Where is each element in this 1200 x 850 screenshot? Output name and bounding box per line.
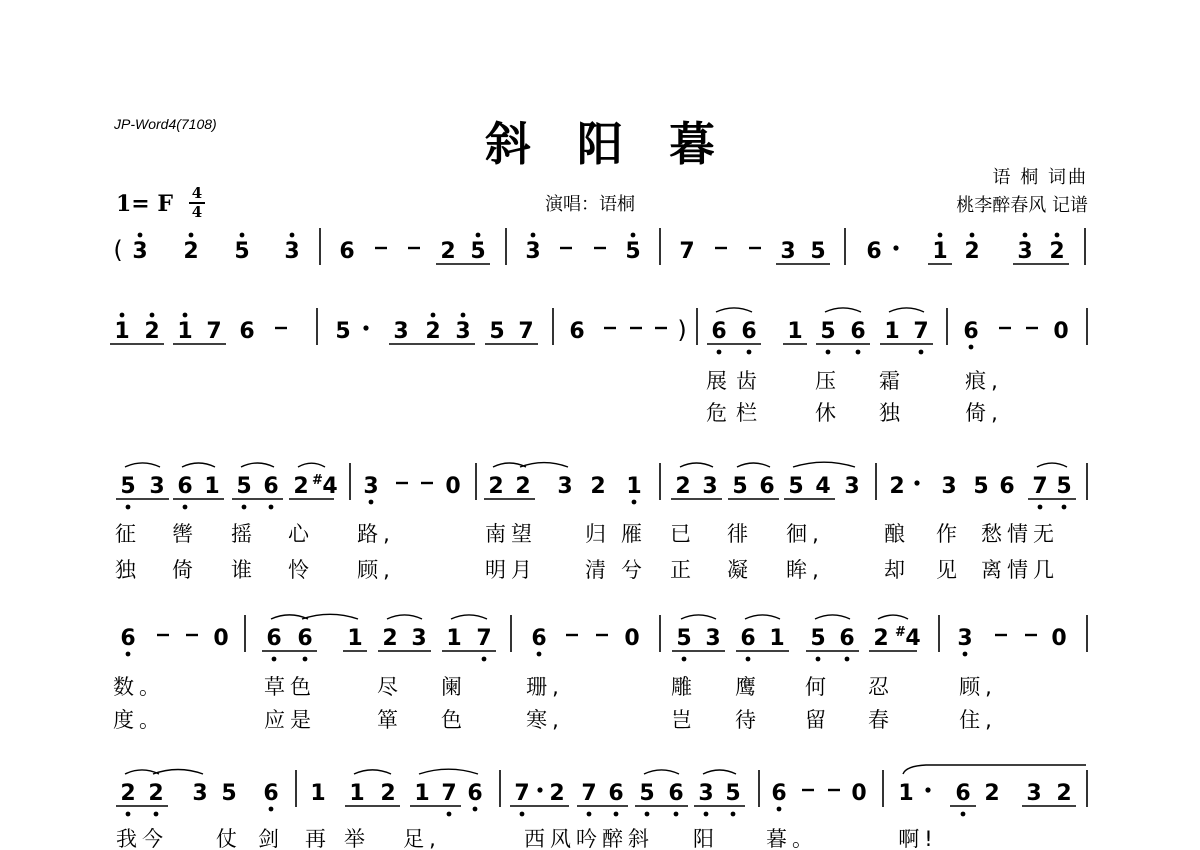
lyric-text: 霜 [879, 369, 905, 393]
tie-slur [153, 770, 203, 775]
note: 4 [815, 474, 831, 499]
note: 2 [590, 474, 606, 499]
lyric-text: 栏 [736, 401, 762, 425]
tie-slur [878, 615, 908, 619]
time-signature-bottom: 4 [191, 203, 203, 221]
note: 5 [234, 239, 250, 264]
note: 6 [741, 319, 757, 344]
note: 2 [984, 781, 1000, 806]
note: 0 [213, 626, 229, 651]
octave-dot-low [1038, 505, 1043, 510]
lyric-text: 南望 [485, 522, 537, 546]
octave-dot-high [138, 233, 143, 238]
note: 1 [310, 781, 326, 806]
note: 5 [470, 239, 486, 264]
lyric-text: 尽 [377, 675, 403, 699]
note: 6 [467, 781, 483, 806]
lyric-text: 待 [735, 708, 761, 732]
note: 5 [120, 474, 136, 499]
octave-dot-high [970, 233, 975, 238]
note: 6 [839, 626, 855, 651]
lyric-text: 展 [706, 369, 732, 393]
octave-dot-low [746, 657, 751, 662]
octave-dot-high [183, 313, 188, 318]
note: 1 [204, 474, 220, 499]
lyric-text: 倚 [172, 558, 198, 582]
note: 7 [518, 319, 534, 344]
lyric-text: 再 [305, 827, 331, 850]
tie-slur [520, 463, 568, 467]
octave-dot-high [938, 233, 943, 238]
lyric-text: 离情几 [981, 558, 1059, 582]
note: 7 [581, 781, 597, 806]
lyric-text: 齿 [736, 369, 762, 393]
note: 6 [339, 239, 355, 264]
octave-dot-low [269, 807, 274, 812]
octave-dot-low [447, 812, 452, 817]
lyric-text: 倚, [965, 401, 1003, 425]
octave-dot-low [126, 505, 131, 510]
lyric-text: 忍 [868, 675, 894, 699]
note: 5 [810, 239, 826, 264]
octave-dot-low [645, 812, 650, 817]
tie-slur [182, 463, 215, 467]
note: 2 [889, 474, 905, 499]
note: 5 [489, 319, 505, 344]
octave-dot-low [826, 350, 831, 355]
note: 5 [810, 626, 826, 651]
tie-slur [125, 463, 160, 467]
tie-slur [681, 615, 716, 619]
note: 6 [569, 319, 585, 344]
octave-dot-low [963, 652, 968, 657]
octave-dot-low [126, 812, 131, 817]
lyric-text: 路, [357, 522, 395, 546]
octave-dot-low [614, 812, 619, 817]
octave-dot-high [461, 313, 466, 318]
lyric-text: 归 [585, 522, 611, 546]
note: 2 [488, 474, 504, 499]
tie-slur [680, 463, 713, 467]
octave-dot-low [682, 657, 687, 662]
augmentation-dot [537, 787, 542, 792]
octave-dot-high [531, 233, 536, 238]
lyric-text: 正 [670, 558, 696, 582]
note: 2 [1056, 781, 1072, 806]
note: 0 [445, 474, 461, 499]
note: 3 [393, 319, 409, 344]
note: 6 [759, 474, 775, 499]
singer-credit: 演唱：语桐 [545, 194, 635, 215]
note: 7 [206, 319, 222, 344]
note: 6 [711, 319, 727, 344]
augmentation-dot [363, 325, 368, 330]
tie-slur [1037, 463, 1067, 467]
note: 7 [1032, 474, 1048, 499]
lyric-text: 心 [288, 522, 314, 546]
note: 1 [347, 626, 363, 651]
note: 5 [236, 474, 252, 499]
lyric-text: 明月 [485, 558, 537, 582]
tie-slur [825, 308, 861, 312]
lyric-text: 兮 [621, 558, 647, 582]
lyric-text: 色 [441, 708, 467, 732]
tie-slur [241, 463, 274, 467]
note: 1 [446, 626, 462, 651]
lyric-text: 珊, [526, 675, 564, 699]
lyric-text: 住, [959, 708, 997, 732]
note: 7 [514, 781, 530, 806]
note: 2 [964, 239, 980, 264]
octave-dot-low [482, 657, 487, 662]
tie-slur [644, 770, 679, 774]
tie-slur [716, 308, 752, 312]
lyric-text: 剑 [258, 827, 284, 850]
note: 0 [624, 626, 640, 651]
note: 5 [788, 474, 804, 499]
note: 2 [440, 239, 456, 264]
octave-dot-high [290, 233, 295, 238]
note: 2 [293, 474, 309, 499]
note: 3 [780, 239, 796, 264]
note: 4 [905, 626, 921, 651]
sharp-sign: # [895, 625, 906, 640]
note: 0 [1051, 626, 1067, 651]
parenthesis: ( [113, 236, 123, 264]
tie-slur [793, 462, 855, 467]
note: 1 [349, 781, 365, 806]
note: 6 [668, 781, 684, 806]
note: 6 [963, 319, 979, 344]
note: 3 [149, 474, 165, 499]
note: 4 [322, 474, 338, 499]
lyric-text: 仗 [216, 827, 242, 850]
note: 3 [698, 781, 714, 806]
tie-slur [302, 614, 358, 619]
note: 3 [844, 474, 860, 499]
lyric-text: 鹰 [735, 675, 761, 699]
octave-dot-low [369, 500, 374, 505]
note: 7 [441, 781, 457, 806]
octave-dot-low [777, 807, 782, 812]
octave-dot-low [1062, 505, 1067, 510]
tie-slur [419, 769, 478, 774]
note: 5 [676, 626, 692, 651]
octave-dot-low [704, 812, 709, 817]
tie-slur [298, 463, 325, 467]
note: 5 [221, 781, 237, 806]
lyric-text: 谁 [231, 558, 257, 582]
note: 3 [1017, 239, 1033, 264]
octave-dot-high [240, 233, 245, 238]
lyric-text: 休 [815, 401, 841, 425]
lyric-text: 岂 [671, 708, 697, 732]
octave-dot-low [154, 812, 159, 817]
lyric-text: 眸, [786, 558, 824, 582]
note: 6 [239, 319, 255, 344]
tie-slur [737, 463, 770, 467]
note: 2 [183, 239, 199, 264]
note: 3 [702, 474, 718, 499]
note: 5 [725, 781, 741, 806]
note: 6 [608, 781, 624, 806]
augmentation-dot [914, 480, 919, 485]
lyric-text: 辔 [172, 522, 198, 546]
lyric-text: 摇 [231, 522, 257, 546]
note: 3 [1026, 781, 1042, 806]
note: 6 [999, 474, 1015, 499]
tie-slur [815, 615, 850, 619]
note: 6 [297, 626, 313, 651]
note: 3 [957, 626, 973, 651]
lyric-text: 凝 [727, 558, 753, 582]
octave-dot-high [476, 233, 481, 238]
octave-dot-low [845, 657, 850, 662]
lyric-text: 数。 [113, 675, 165, 699]
note: 5 [625, 239, 641, 264]
note: 7 [913, 319, 929, 344]
octave-dot-low [969, 345, 974, 350]
note: 1 [114, 319, 130, 344]
lyric-text: 暮。 [766, 827, 818, 850]
octave-dot-low [183, 505, 188, 510]
octave-dot-high [631, 233, 636, 238]
note: 0 [851, 781, 867, 806]
octave-dot-low [919, 350, 924, 355]
note: 6 [177, 474, 193, 499]
octave-dot-low [473, 807, 478, 812]
note: 1 [769, 626, 785, 651]
lyric-text: 留 [805, 708, 831, 732]
note: 5 [335, 319, 351, 344]
note: 7 [476, 626, 492, 651]
tie-slur [889, 308, 924, 312]
octave-dot-low [587, 812, 592, 817]
note: 7 [679, 239, 695, 264]
lyric-text: 徊, [786, 522, 824, 546]
note: 2 [675, 474, 691, 499]
tie-slur-open [903, 765, 1086, 774]
octave-dot-low [961, 812, 966, 817]
lyric-text: 度。 [113, 708, 165, 732]
octave-dot-high [150, 313, 155, 318]
note: 6 [866, 239, 882, 264]
lyric-text: 顾, [959, 675, 997, 699]
note: 2 [1049, 239, 1065, 264]
time-signature-top: 4 [191, 184, 203, 202]
note: 2 [515, 474, 531, 499]
note: 1 [177, 319, 193, 344]
note: 1 [884, 319, 900, 344]
note: 3 [557, 474, 573, 499]
octave-dot-low [269, 505, 274, 510]
lyric-text: 清 [585, 558, 611, 582]
tie-slur [354, 770, 391, 774]
note: 2 [873, 626, 889, 651]
lyric-text: 雕 [671, 675, 697, 699]
lyric-text: 压 [815, 369, 841, 393]
lyric-text: 独 [115, 558, 141, 582]
note: 6 [955, 781, 971, 806]
note: 3 [941, 474, 957, 499]
song-title: 斜阳暮 [485, 117, 761, 171]
note: 5 [639, 781, 655, 806]
octave-dot-low [126, 652, 131, 657]
octave-dot-low [717, 350, 722, 355]
note: 1 [898, 781, 914, 806]
octave-dot-low [537, 652, 542, 657]
octave-dot-high [189, 233, 194, 238]
parenthesis: ) [677, 316, 687, 344]
lyric-text: 痕, [965, 369, 1003, 393]
note: 6 [531, 626, 547, 651]
octave-dot-low [731, 812, 736, 817]
tie-slur [745, 615, 780, 619]
lyric-text: 征 [115, 522, 141, 546]
note: 2 [549, 781, 565, 806]
lyric-text: 顾, [357, 558, 395, 582]
note: 1 [414, 781, 430, 806]
note: 3 [284, 239, 300, 264]
lyric-text: 怜 [288, 558, 314, 582]
note: 3 [705, 626, 721, 651]
note: 2 [380, 781, 396, 806]
octave-dot-high [431, 313, 436, 318]
lyric-text: 作 [936, 522, 962, 546]
octave-dot-high [1055, 233, 1060, 238]
note: 5 [820, 319, 836, 344]
octave-dot-low [303, 657, 308, 662]
octave-dot-high [120, 313, 125, 318]
note: 0 [1053, 319, 1069, 344]
note: 2 [120, 781, 136, 806]
lyricist-composer-credit: 语 桐 词曲 [992, 167, 1088, 188]
lyric-text: 箪 [377, 708, 403, 732]
lyric-text: 何 [805, 675, 831, 699]
lyric-text: 应是 [264, 708, 316, 732]
lyric-text: 足, [403, 827, 441, 850]
note: 1 [626, 474, 642, 499]
note: 6 [850, 319, 866, 344]
tie-slur [387, 615, 422, 619]
note: 5 [973, 474, 989, 499]
octave-dot-low [674, 812, 679, 817]
lyric-text: 寒, [526, 708, 564, 732]
tie-slur [703, 770, 736, 774]
octave-dot-low [816, 657, 821, 662]
lyric-text: 啊! [898, 827, 938, 850]
octave-dot-low [242, 505, 247, 510]
note: 2 [425, 319, 441, 344]
augmentation-dot [925, 787, 930, 792]
lyric-text: 却 [884, 558, 910, 582]
octave-dot-low [632, 500, 637, 505]
note: 3 [363, 474, 379, 499]
note: 1 [787, 319, 803, 344]
lyric-text: 春 [868, 708, 894, 732]
lyric-text: 草色 [264, 675, 316, 699]
key-signature: 1= F [116, 191, 174, 217]
lyric-text: 阳 [693, 827, 719, 850]
lyric-text: 独 [879, 401, 905, 425]
lyric-text: 我今 [116, 827, 168, 850]
lyric-text: 阑 [441, 675, 467, 699]
note: 6 [266, 626, 282, 651]
note: 3 [525, 239, 541, 264]
tie-slur [451, 615, 487, 619]
octave-dot-high [1023, 233, 1028, 238]
lyric-text: 西风吟醉斜 [524, 827, 654, 850]
note: 6 [263, 781, 279, 806]
note: 3 [411, 626, 427, 651]
augmentation-dot [893, 245, 898, 250]
lyric-text: 愁情无 [981, 522, 1059, 546]
octave-dot-low [520, 812, 525, 817]
lyric-text: 雁 [621, 522, 647, 546]
note: 2 [144, 319, 160, 344]
lyric-text: 举 [344, 827, 370, 850]
note: 1 [932, 239, 948, 264]
octave-dot-low [272, 657, 277, 662]
note: 3 [132, 239, 148, 264]
note: 3 [455, 319, 471, 344]
app-version-tag: JP-Word4(7108) [114, 116, 217, 132]
note: 6 [771, 781, 787, 806]
lyric-text: 已 [670, 522, 696, 546]
lyric-text: 徘 [727, 522, 753, 546]
note: 5 [732, 474, 748, 499]
lyric-text: 危 [706, 401, 732, 425]
note: 5 [1056, 474, 1072, 499]
octave-dot-low [856, 350, 861, 355]
note: 6 [263, 474, 279, 499]
lyric-text: 见 [936, 558, 962, 582]
note: 6 [740, 626, 756, 651]
note: 6 [120, 626, 136, 651]
note: 2 [382, 626, 398, 651]
sharp-sign: # [312, 473, 323, 488]
note: 2 [148, 781, 164, 806]
lyric-text: 酿 [884, 522, 910, 546]
note: 3 [192, 781, 208, 806]
transcriber-credit: 桃李醉春风 记谱 [956, 195, 1088, 216]
octave-dot-low [747, 350, 752, 355]
